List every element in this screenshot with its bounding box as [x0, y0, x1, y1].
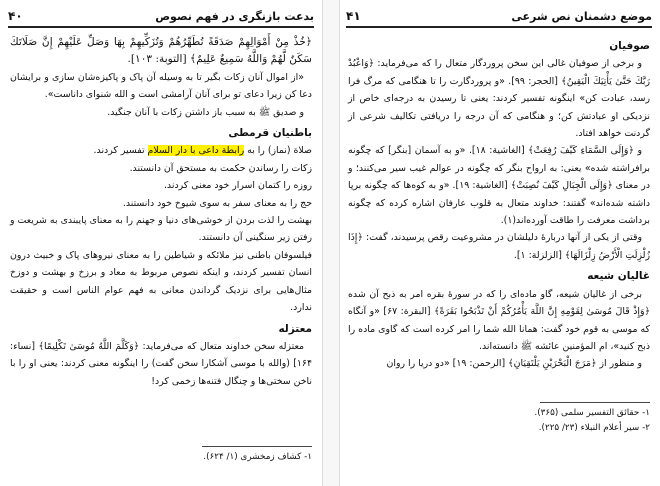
page-number: ۴۰	[8, 9, 23, 23]
page-number: ۴۱	[346, 9, 361, 23]
footnote: ۲- سیر أعلام النبلاء (۲۳/ ۲۲۵).	[538, 423, 650, 433]
paragraph: و منظور از ﴿مَرَجَ الْبَحْرَيْنِ يَلْتَقِيَانِ﴾ [الرحمن: ۱۹] «دو دریا را روان	[386, 358, 642, 370]
paragraph: روزه را کتمان اسرار خود معنی کردند.	[163, 180, 312, 192]
paragraph: و ﴿وَإِلَى السَّمَاءِ كَيْفَ رُفِعَتْ﴾ [الغاشیة: ۱۸]. «و به آسمان [بنگر] که چگونه برافراشته شده» یعنی: به ارواح بنگر که چگونه در عوالم غیب سیر می‌کنند؛ و در معنای ﴿وَإِلَى الْجِبَالِ كَيْفَ نُصِبَتْ﴾ [الغاشیة: ۱۹]. «و به کوه‌ها که چگونه برپا داشته شده‌اند» گفتند: خداوند متعال به قلوب عارفان اشاره کرده که چگونه برداشت معرفت را طاقت آورده‌اند(۱).	[348, 145, 650, 227]
paragraph: حج را به معنای سفر به سوی شیوخ خود دانستند.	[122, 197, 312, 209]
paragraph: زکات را رساندن حکمت به مستحق آن دانستند.	[129, 162, 312, 174]
section-heading: باطنیان قرمطی	[228, 127, 312, 140]
header-title: بدعت بازنگری در فهم نصوص	[155, 9, 314, 23]
page-body	[348, 34, 650, 373]
footnotes	[10, 446, 312, 465]
page-body	[10, 34, 312, 390]
section-heading: غالیان شیعه	[587, 270, 650, 283]
paragraph: وقتی از یکی از آنها دربارهٔ دلیلشان در مشروعیت رقص پرسیدند، گفت: ﴿إِذَا زُلْزِلَتِ الْأَرْضُ زِلْزَالَهَا﴾ [الزلزلة: ۱].	[348, 232, 650, 261]
footnote-divider	[540, 402, 650, 403]
paragraph: و صدیق ﷺ به سبب باز داشتن زکات با آنان جنگید.	[107, 106, 304, 118]
paragraph: برخی از غالیان شیعه، گاو ماده‌ای را که در سورهٔ بقره امر به ذبح آن شده ﴿وَإِذْ قَالَ مُوسَىٰ لِقَوْمِهِ إِنَّ اللَّهَ يَأْمُرُكُمْ أَنْ تَذْبَحُوا بَقَرَةً﴾ [البقرة: ۶۷] «و آنگاه که موسی به قوم خود گفت: همانا الله شما را امر کرده است که گاوی ماده را ذبح کنید»، ام المؤمنین عائشه ﷺ دانسته‌اند.	[348, 288, 650, 352]
paragraph: فیلسوفان باطنی نیز ملائکه و شیاطین را به معنای نیروهای پاک و خبیث درون انسان تفسیر کردند، و اینکه نصوص مربوط به معاد و برزخ و بهشت و دوزخ مثال‌هایی برای نزدیک گرداندن معانی به فهم عوام الناس است و حقیقت ندارد.	[10, 249, 312, 314]
right-page	[338, 0, 660, 486]
header-title: موضع دشمنان نص شرعی	[511, 9, 652, 23]
paragraph: بهشت را لذت بردن از خوشی‌های دنیا و جهنم را به معنای پایبندی به شریعت و رفتن زیر سنگینی آن دانستند.	[10, 215, 312, 244]
paragraph: معتزله سخن خداوند متعال که می‌فرماید: ﴿وَكَلَّمَ اللَّهُ مُوسَىٰ تَكْلِيمًا﴾ [نساء: ۱۶۴] (والله با موسی آشکارا سخن گفت) را اینگونه معنی کردند: یعنی او را با ناخن سختی‌ها و چنگال فتنه‌ها زخمی کرد!	[10, 340, 312, 387]
section-heading: صوفیان	[609, 40, 650, 52]
left-page	[0, 0, 322, 486]
section-heading: معتزله	[278, 322, 312, 335]
text-highlight: رابطة داعی با دار السلام	[147, 145, 245, 157]
footnote: ۱- کشاف زمخشری (۱/ ۶۲۴).	[203, 452, 312, 462]
paragraph: و برخی از صوفیان غالی این سخن پروردگار متعال را که می‌فرماید: ﴿وَاعْبُدْ رَبَّكَ حَتَّىٰ يَأْتِيَكَ الْيَقِينُ﴾ [الحجر: ۹۹]. «و پروردگارت را تا هنگامی که مرگ فرا رسد، عبادت کن» اینگونه تفسیر کردند: یعنی تا رسیدن به درجه‌ای خاص از نزدیکی او عبادتش کن؛ و هنگامی که آن درجه را دریافتی تکالیف شرعی از گردنت خواهد افتاد.	[348, 58, 650, 140]
footnote: ۱- حقائق التفسیر سلمی (۳۶۵).	[534, 408, 650, 418]
footnotes	[348, 402, 650, 436]
running-header	[346, 6, 652, 28]
footnote-divider	[202, 446, 312, 447]
quran-verse: ﴿خُذْ مِنْ أَمْوَالِهِمْ صَدَقَةً تُطَهِّرُهُمْ وَتُزَكِّيهِمْ بِهَا وَصَلِّ عَلَيْهِمْ إِنَّ صَلَاتَكَ سَكَنٌ لَّهُمْ وَاللَّهُ سَمِيعٌ عَلِيمٌ﴾ [التوبة: ۱۰۳].	[10, 36, 312, 66]
running-header	[8, 6, 314, 28]
highlighted-paragraph: صلاة (نماز) را به رابطة داعی با دار السلام تفسیر کردند.	[93, 145, 312, 157]
paragraph: «از اموال آنان زکات بگیر تا به وسیله آن پاک و پاکیزه‌شان سازی و برایشان دعا کن زیرا دعای تو برای آنان آرامشی است و الله شنوای داناست».	[10, 71, 312, 101]
